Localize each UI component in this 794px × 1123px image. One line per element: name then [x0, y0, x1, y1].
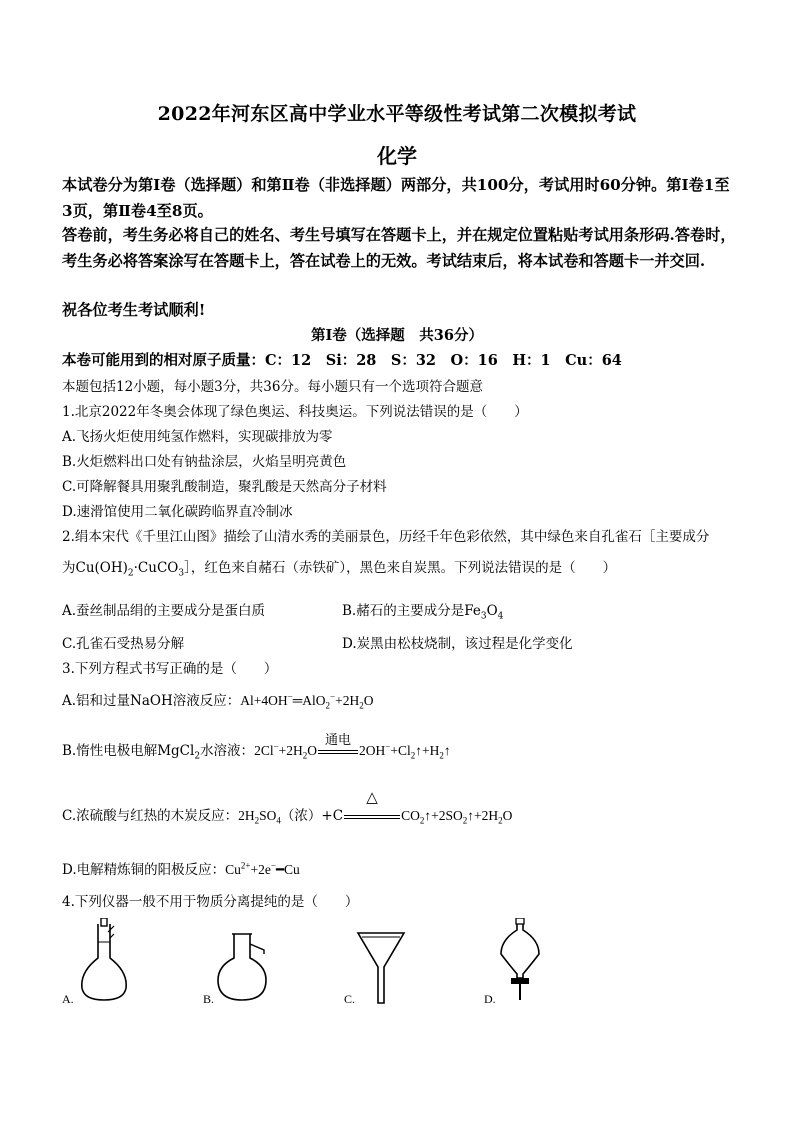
q2-stem-rest: ］，红色来自赭石（赤铁矿），黑色来自炭黑。下列说法错误的是（ ）: [184, 560, 617, 576]
q3-option-d: D.电解精炼铜的阳极反应：$Cu^{2+}+2e^-━Cu$: [62, 860, 300, 878]
q4-option-b-label: B.: [203, 992, 215, 1006]
funnel-icon: [356, 931, 406, 1007]
q1-option-a: A.飞扬火炬使用纯氢作燃料，实现碳排放为零: [62, 429, 333, 445]
q2-option-c: C.孔雀石受热易分解: [62, 636, 185, 652]
q2-option-a: A.蚕丝制品绢的主要成分是蛋白质: [62, 603, 266, 619]
q3-option-a: A.铝和过量NaOH溶液反应：$Al+4OH^-═AlO_2^-+2H_2O$: [62, 691, 374, 711]
intro-paragraph-2: 答卷前，考生务必将自己的姓名、考生号填写在答题卡上，并在规定位置粘贴考试用条形码.答卷时，考生务必将答案涂写在答题卡上，答在试卷上的无效。考试结束后，将本试卷和答题卡一并交回.: [62, 226, 736, 270]
volumetric-flask-icon: [74, 918, 134, 1004]
q3-stem: 3.下列方程式书写正确的是（ ）: [62, 661, 278, 677]
separatory-funnel-icon: [497, 918, 543, 1004]
section-instructions: 本题包括12小题，每小题3分，共36分。每小题只有一个选项符合题意: [62, 379, 483, 395]
section-heading: 第Ⅰ卷（选择题 共36分）: [311, 327, 483, 344]
q2-option-d: D.炭黑由松枝烧制，该过程是化学变化: [342, 636, 573, 652]
q3-option-b: B.惰性电极电解MgCl$_2$水溶液：$2Cl^-+2H_2O$ 通电 $2OH^-+Cl_2↑+H_2↑$: [62, 739, 451, 762]
q2-stem-line1: 2.绢本宋代《千里江山图》描绘了山清水秀的美丽景色，历经千年色彩依然，其中绿色来自孔雀石［主要成分: [62, 529, 710, 545]
q1-option-b: B.火炬燃料出口处有钠盐涂层，火焰呈明亮黄色: [62, 454, 347, 470]
intro-wishes: 祝各位考生考试顺利!: [62, 301, 206, 319]
q3c-condition: △: [366, 788, 378, 806]
q3-option-c: C.浓硫酸与红热的木炭反应：$2H_2SO_4$（浓）+C △ $CO_2↑+2SO_2↑+2H_2O$: [62, 788, 513, 826]
q4-stem: 4.下列仪器一般不用于物质分离提纯的是（ ）: [62, 894, 359, 910]
distillation-flask-icon: [214, 932, 274, 1004]
q4-option-a-label: A.: [62, 992, 74, 1006]
q4-option-d-label: D.: [484, 992, 496, 1006]
q1-stem: 1.北京2022年冬奥会体现了绿色奥运、科技奥运。下列说法错误的是（ ）: [62, 404, 528, 420]
q2-stem-formula: 为Cu(OH): [62, 560, 128, 576]
intro-paragraph-1: 本试卷分为第Ⅰ卷（选择题）和第Ⅱ卷（非选择题）两部分，共100分，考试用时60分钟。第Ⅰ卷1至3页，第Ⅱ卷4至8页。: [62, 176, 730, 220]
q3b-condition: 通电: [325, 733, 352, 748]
q1-option-d: D.速滑馆使用二氧化碳跨临界直冷制冰: [62, 504, 293, 520]
q2-option-b: B.赭石的主要成分是$Fe_3O_4$: [342, 603, 504, 622]
subject-title: 化学: [377, 144, 417, 168]
q4-option-c-label: C.: [344, 992, 356, 1006]
q2-stem-line2: 为$Cu(OH)_2\cdot CuCO_3]$，红色来自赭石（赤铁矿），黑色来自炭黑。下列说法错误的是（ ）: [62, 560, 617, 579]
atomic-masses: 本卷可能用到的相对原子质量：C：12 Si：28 S：32 O：16 H：1 Cu：64: [62, 352, 622, 369]
q1-option-c: C.可降解餐具用聚乳酸制造，聚乳酸是天然高分子材料: [62, 479, 387, 495]
exam-title: 2022年河东区高中学业水平等级性考试第二次模拟考试: [157, 103, 637, 125]
